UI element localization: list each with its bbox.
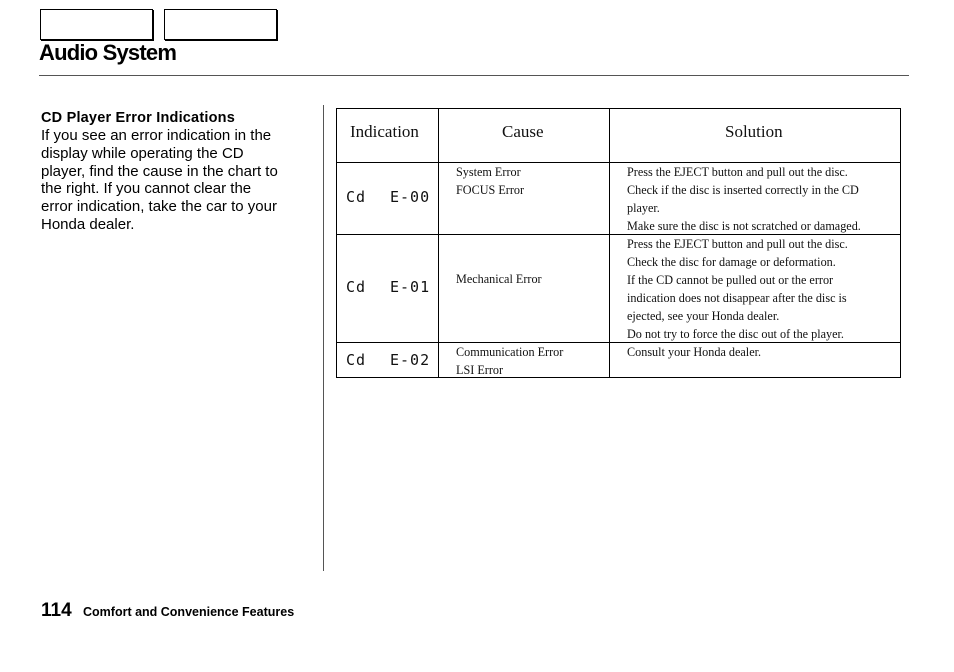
chart-border-right xyxy=(900,108,901,378)
indication-code: E-00 xyxy=(390,188,431,206)
solution-line: Do not try to force the disc out of the player. xyxy=(627,327,844,341)
solution-line: Consult your Honda dealer. xyxy=(627,345,762,359)
indication-cd: Cd xyxy=(346,351,367,369)
indication-code: E-02 xyxy=(390,351,431,369)
chart-border-bottom xyxy=(336,377,901,378)
header-solution: Solution xyxy=(725,122,783,141)
solution-line: player. xyxy=(627,201,660,215)
chart-col-line xyxy=(609,108,610,378)
page-title: Audio System xyxy=(39,40,177,65)
cause-line: FOCUS Error xyxy=(456,183,525,197)
column-divider xyxy=(323,105,324,571)
indication-cd: Cd xyxy=(346,278,367,296)
cause-line: System Error xyxy=(456,165,521,179)
solution-line: Check the disc for damage or deformation. xyxy=(627,255,836,269)
body-line: player, find the cause in the chart to xyxy=(41,162,278,180)
solution-line: indication does not disappear after the disc is xyxy=(627,291,847,305)
body-line: error indication, take the car to your xyxy=(41,198,277,216)
cause-line: Communication Error xyxy=(456,345,564,359)
solution-line: ejected, see your Honda dealer. xyxy=(627,309,780,323)
page-number: 114 xyxy=(41,600,72,621)
solution-line: Check if the disc is inserted correctly in the CD xyxy=(627,183,859,197)
header-cause: Cause xyxy=(502,122,544,141)
body-line: If you see an error indication in the xyxy=(41,127,272,144)
chart-border-left xyxy=(336,108,337,378)
indication-cd: Cd xyxy=(346,188,367,206)
solution-line: Make sure the disc is not scratched or damaged. xyxy=(627,219,861,233)
nav-button-1[interactable] xyxy=(40,9,153,40)
section-body xyxy=(41,127,313,234)
body-line: display while operating the CD xyxy=(41,144,244,162)
error-indication-chart xyxy=(336,108,901,378)
solution-line: Press the EJECT button and pull out the disc. xyxy=(627,165,848,179)
solution-line: If the CD cannot be pulled out or the error xyxy=(627,273,834,287)
indication-code: E-01 xyxy=(390,278,431,296)
title-divider xyxy=(39,75,909,76)
body-line: Honda dealer. xyxy=(41,215,135,233)
cause-line: Mechanical Error xyxy=(456,272,542,286)
footer-section-label: Comfort and Convenience Features xyxy=(83,605,295,619)
chart-border-top xyxy=(336,108,901,109)
chart-col-line xyxy=(438,108,439,378)
body-line: the right. If you cannot clear the xyxy=(41,180,252,198)
cause-line: LSI Error xyxy=(456,363,504,377)
solution-line: Press the EJECT button and pull out the disc. xyxy=(627,237,848,251)
nav-button-2[interactable] xyxy=(164,9,277,40)
section-heading: CD Player Error Indications xyxy=(41,110,235,126)
header-indication: Indication xyxy=(350,122,419,141)
